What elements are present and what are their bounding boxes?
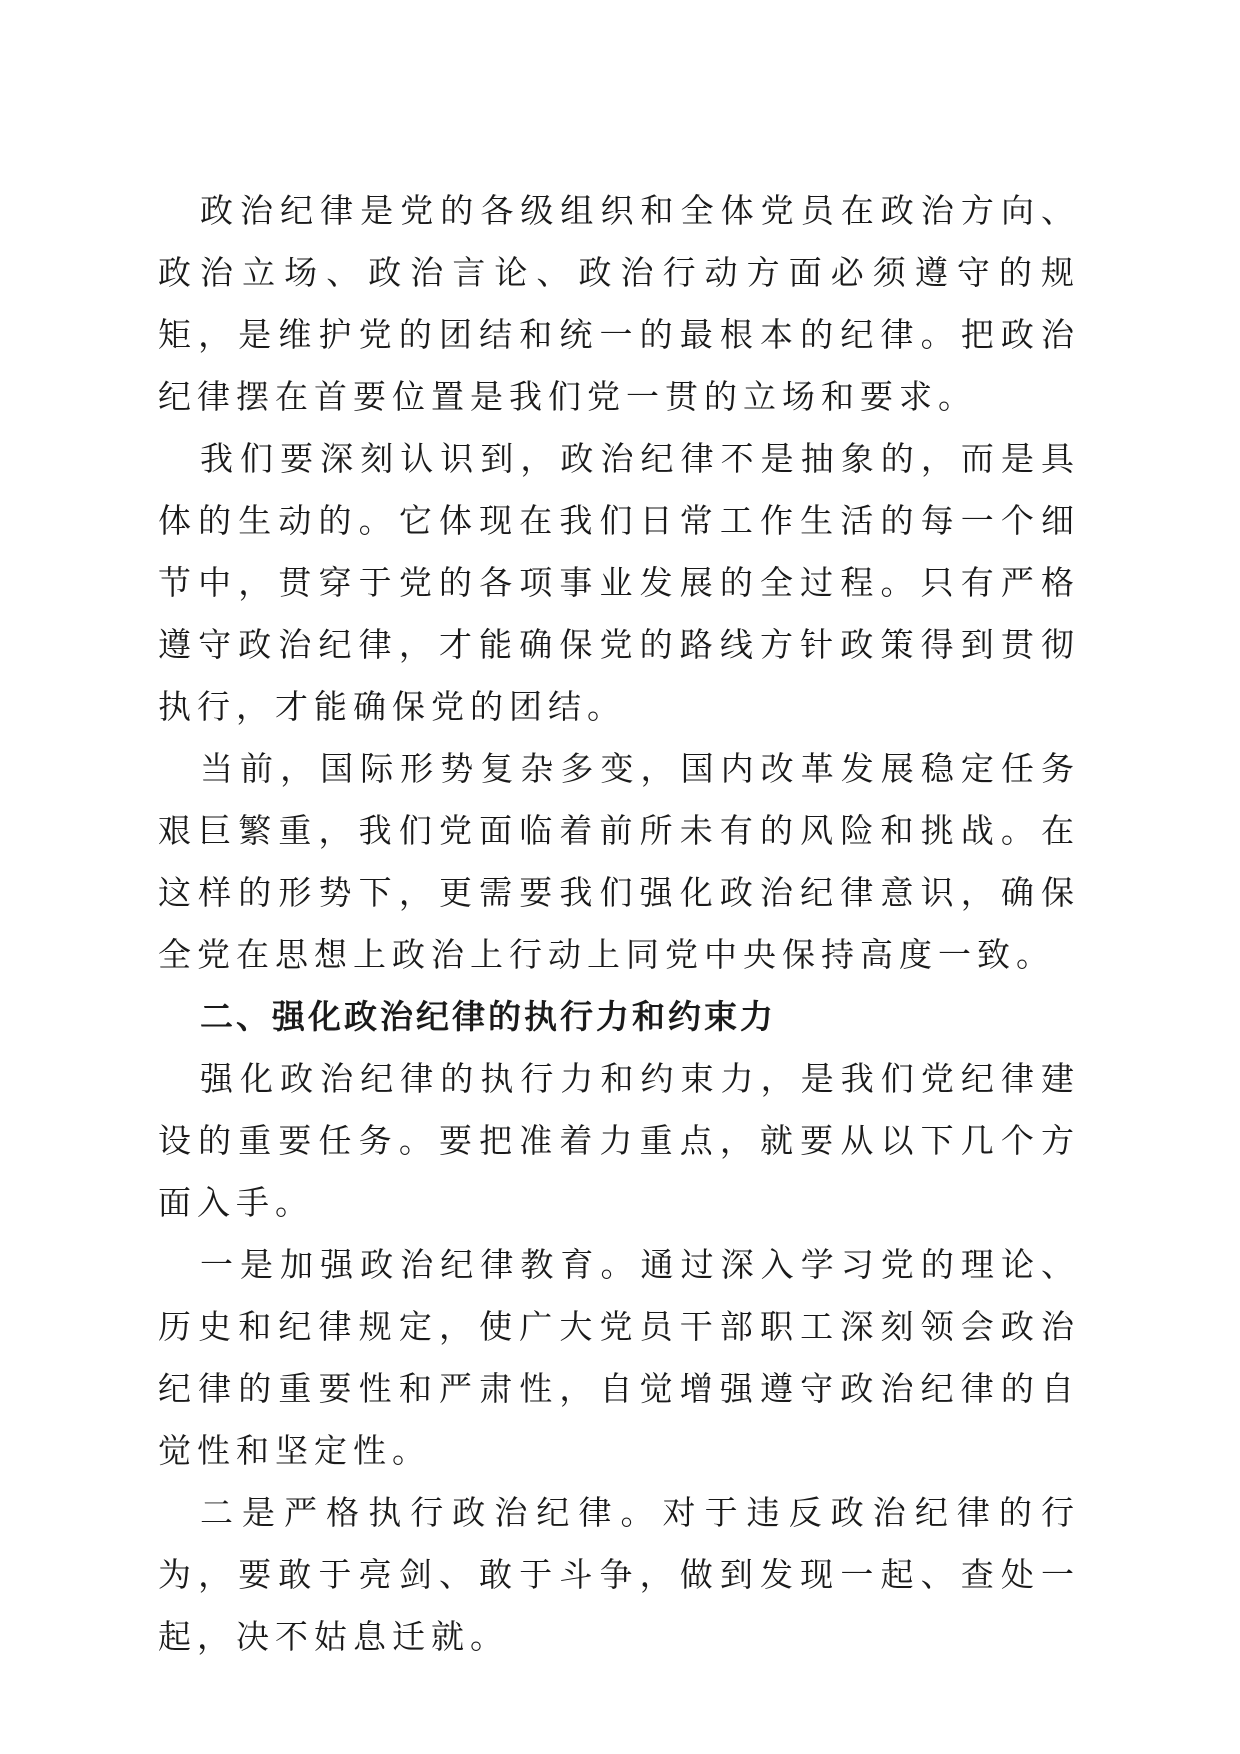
paragraph-political-discipline-definition: 政治纪律是党的各级组织和全体党员在政治方向、政治立场、政治言论、政治行动方面必须遵守的规矩，是维护党的团结和统一的最根本的纪律。把政治纪律摆在首要位置是我们党一贯的立场和要求。 bbox=[158, 191, 1080, 416]
paragraph-point-one: 一是加强政治纪律教育。通过深入学习党的理论、历史和纪律规定，使广大党员干部职工深刻领会政治纪律的重要性和严肃性，自觉增强遵守政治纪律的自觉性和坚定性。 bbox=[158, 1245, 1080, 1470]
paragraph-current-situation: 当前，国际形势复杂多变，国内改革发展稳定任务艰巨繁重，我们党面临着前所未有的风险和挑战。在这样的形势下，更需要我们强化政治纪律意识，确保全党在思想上政治上行动上同党中央保持高度一致。 bbox=[158, 749, 1080, 974]
paragraph-section-intro: 强化政治纪律的执行力和约束力，是我们党纪律建设的重要任务。要把准着力重点，就要从以下几个方面入手。 bbox=[158, 1059, 1080, 1222]
paragraph-concrete-discipline: 我们要深刻认识到，政治纪律不是抽象的，而是具体的生动的。它体现在我们日常工作生活的每一个细节中，贯穿于党的各项事业发展的全过程。只有严格遵守政治纪律，才能确保党的路线方针政策得到贯彻执行，才能确保党的团结。 bbox=[158, 439, 1080, 726]
section-heading: 二、强化政治纪律的执行力和约束力 bbox=[200, 997, 776, 1036]
document-body bbox=[158, 180, 1080, 1668]
paragraph-point-two: 二是严格执行政治纪律。对于违反政治纪律的行为，要敢于亮剑、敢于斗争，做到发现一起、查处一起，决不姑息迁就。 bbox=[158, 1493, 1080, 1656]
